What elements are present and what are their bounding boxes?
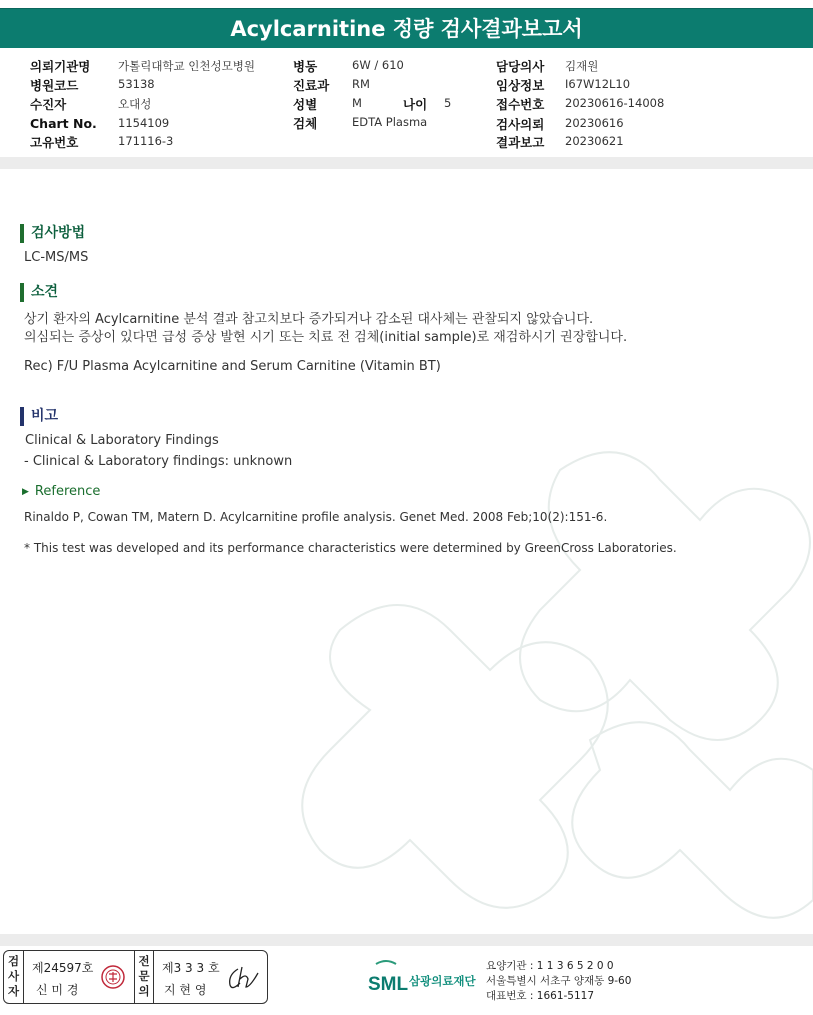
label-request-date: 검사의뢰: [496, 117, 545, 132]
patient-info: [0, 55, 813, 155]
examiner-number: 제24597호: [32, 961, 94, 975]
footer-divider: [0, 934, 813, 946]
label-ward: 병동: [293, 59, 318, 74]
label-hospital-code: 병원코드: [30, 78, 79, 93]
specialist-label: 전 문 의: [134, 951, 154, 1003]
reference-citation: Rinaldo P, Cowan TM, Matern D. Acylcarnitine profile analysis. Genet Med. 2008 Feb;10(2):151-6.: [24, 510, 608, 524]
findings-recommendation: Rec) F/U Plasma Acylcarnitine and Serum Carnitine (Vitamin BT): [24, 359, 441, 374]
remarks-heading: 비고: [20, 407, 58, 426]
reference-label: Reference: [34, 484, 101, 499]
value-attending-doctor: 김재원: [565, 59, 599, 73]
seal-stamp-icon: [100, 964, 126, 990]
method-heading: 검사방법: [20, 224, 85, 243]
value-requesting-institution: 가톨릭대학교 인천성모병원: [118, 59, 255, 73]
label-chart-no: Chart No.: [30, 116, 97, 131]
remarks-line-1: Clinical & Laboratory Findings: [25, 433, 219, 448]
value-hospital-code: 53138: [118, 77, 155, 91]
value-department: RM: [352, 77, 370, 91]
label-patient: 수진자: [30, 97, 67, 112]
label-attending-doctor: 담당의사: [496, 59, 545, 74]
label-requesting-institution: 의뢰기관명: [30, 59, 91, 74]
value-sex: M: [352, 96, 362, 110]
institution-code: 요양기관 : 1 1 3 6 5 2 0 0: [486, 960, 614, 972]
label-report-date: 결과보고: [496, 135, 545, 150]
value-chart-no: 1154109: [118, 116, 170, 130]
label-clinical-info: 임상정보: [496, 78, 545, 93]
address: 서울특별시 서초구 양재동 9-60: [486, 975, 632, 987]
signature-box: [3, 950, 268, 1004]
label-age: 나이: [403, 97, 428, 112]
foundation-name: 삼광의료재단: [409, 974, 476, 988]
label-receipt-no: 접수번호: [496, 97, 545, 112]
label-unique-no: 고유번호: [30, 135, 79, 150]
report-title: Acylcarnitine 정량 검사결과보고서: [0, 8, 813, 48]
reference-toggle[interactable]: [22, 484, 100, 499]
value-age: 5: [444, 96, 452, 110]
remarks-line-2: - Clinical & Laboratory findings: unknown: [24, 454, 293, 469]
value-ward: 6W / 610: [352, 58, 404, 72]
handwritten-signature-icon: [224, 963, 264, 993]
value-clinical-info: I67W12L10: [565, 77, 631, 91]
value-receipt-no: 20230616-14008: [565, 96, 665, 110]
findings-line-1: 상기 환자의 Acylcarnitine 분석 결과 참고치보다 증가되거나 감소된 대사체는 관찰되지 않았습니다.: [24, 312, 594, 327]
specialist-number: 제3 3 3 호: [162, 961, 220, 975]
value-specimen: EDTA Plasma: [352, 115, 428, 129]
value-report-date: 20230621: [565, 134, 624, 148]
svg-text:SML: SML: [368, 974, 408, 995]
examiner-label: 검 사 자: [4, 951, 24, 1003]
value-unique-no: 171116-3: [118, 134, 174, 148]
footer: [0, 946, 813, 1015]
sml-logo-icon: [366, 958, 408, 998]
examiner-name: 신 미 경: [36, 983, 79, 997]
disclaimer: * This test was developed and its performance characteristics were determined by GreenCross Laboratories.: [24, 541, 677, 555]
value-patient: 오대성: [118, 97, 152, 111]
specialist-name: 지 현 영: [164, 983, 207, 997]
label-specimen: 검체: [293, 116, 318, 131]
header-divider: [0, 157, 813, 169]
findings-line-2: 의심되는 증상이 있다면 급성 증상 발현 시기 또는 치료 전 검체(initial sample)로 재검하시기 권장합니다.: [24, 330, 628, 345]
method-text: LC-MS/MS: [24, 250, 89, 265]
label-department: 진료과: [293, 78, 330, 93]
phone-number: 대표번호 : 1661-5117: [486, 990, 595, 1002]
triangle-right-icon: ▶: [22, 487, 29, 497]
findings-heading: 소견: [20, 283, 58, 302]
label-sex: 성별: [293, 97, 318, 112]
value-request-date: 20230616: [565, 116, 624, 130]
